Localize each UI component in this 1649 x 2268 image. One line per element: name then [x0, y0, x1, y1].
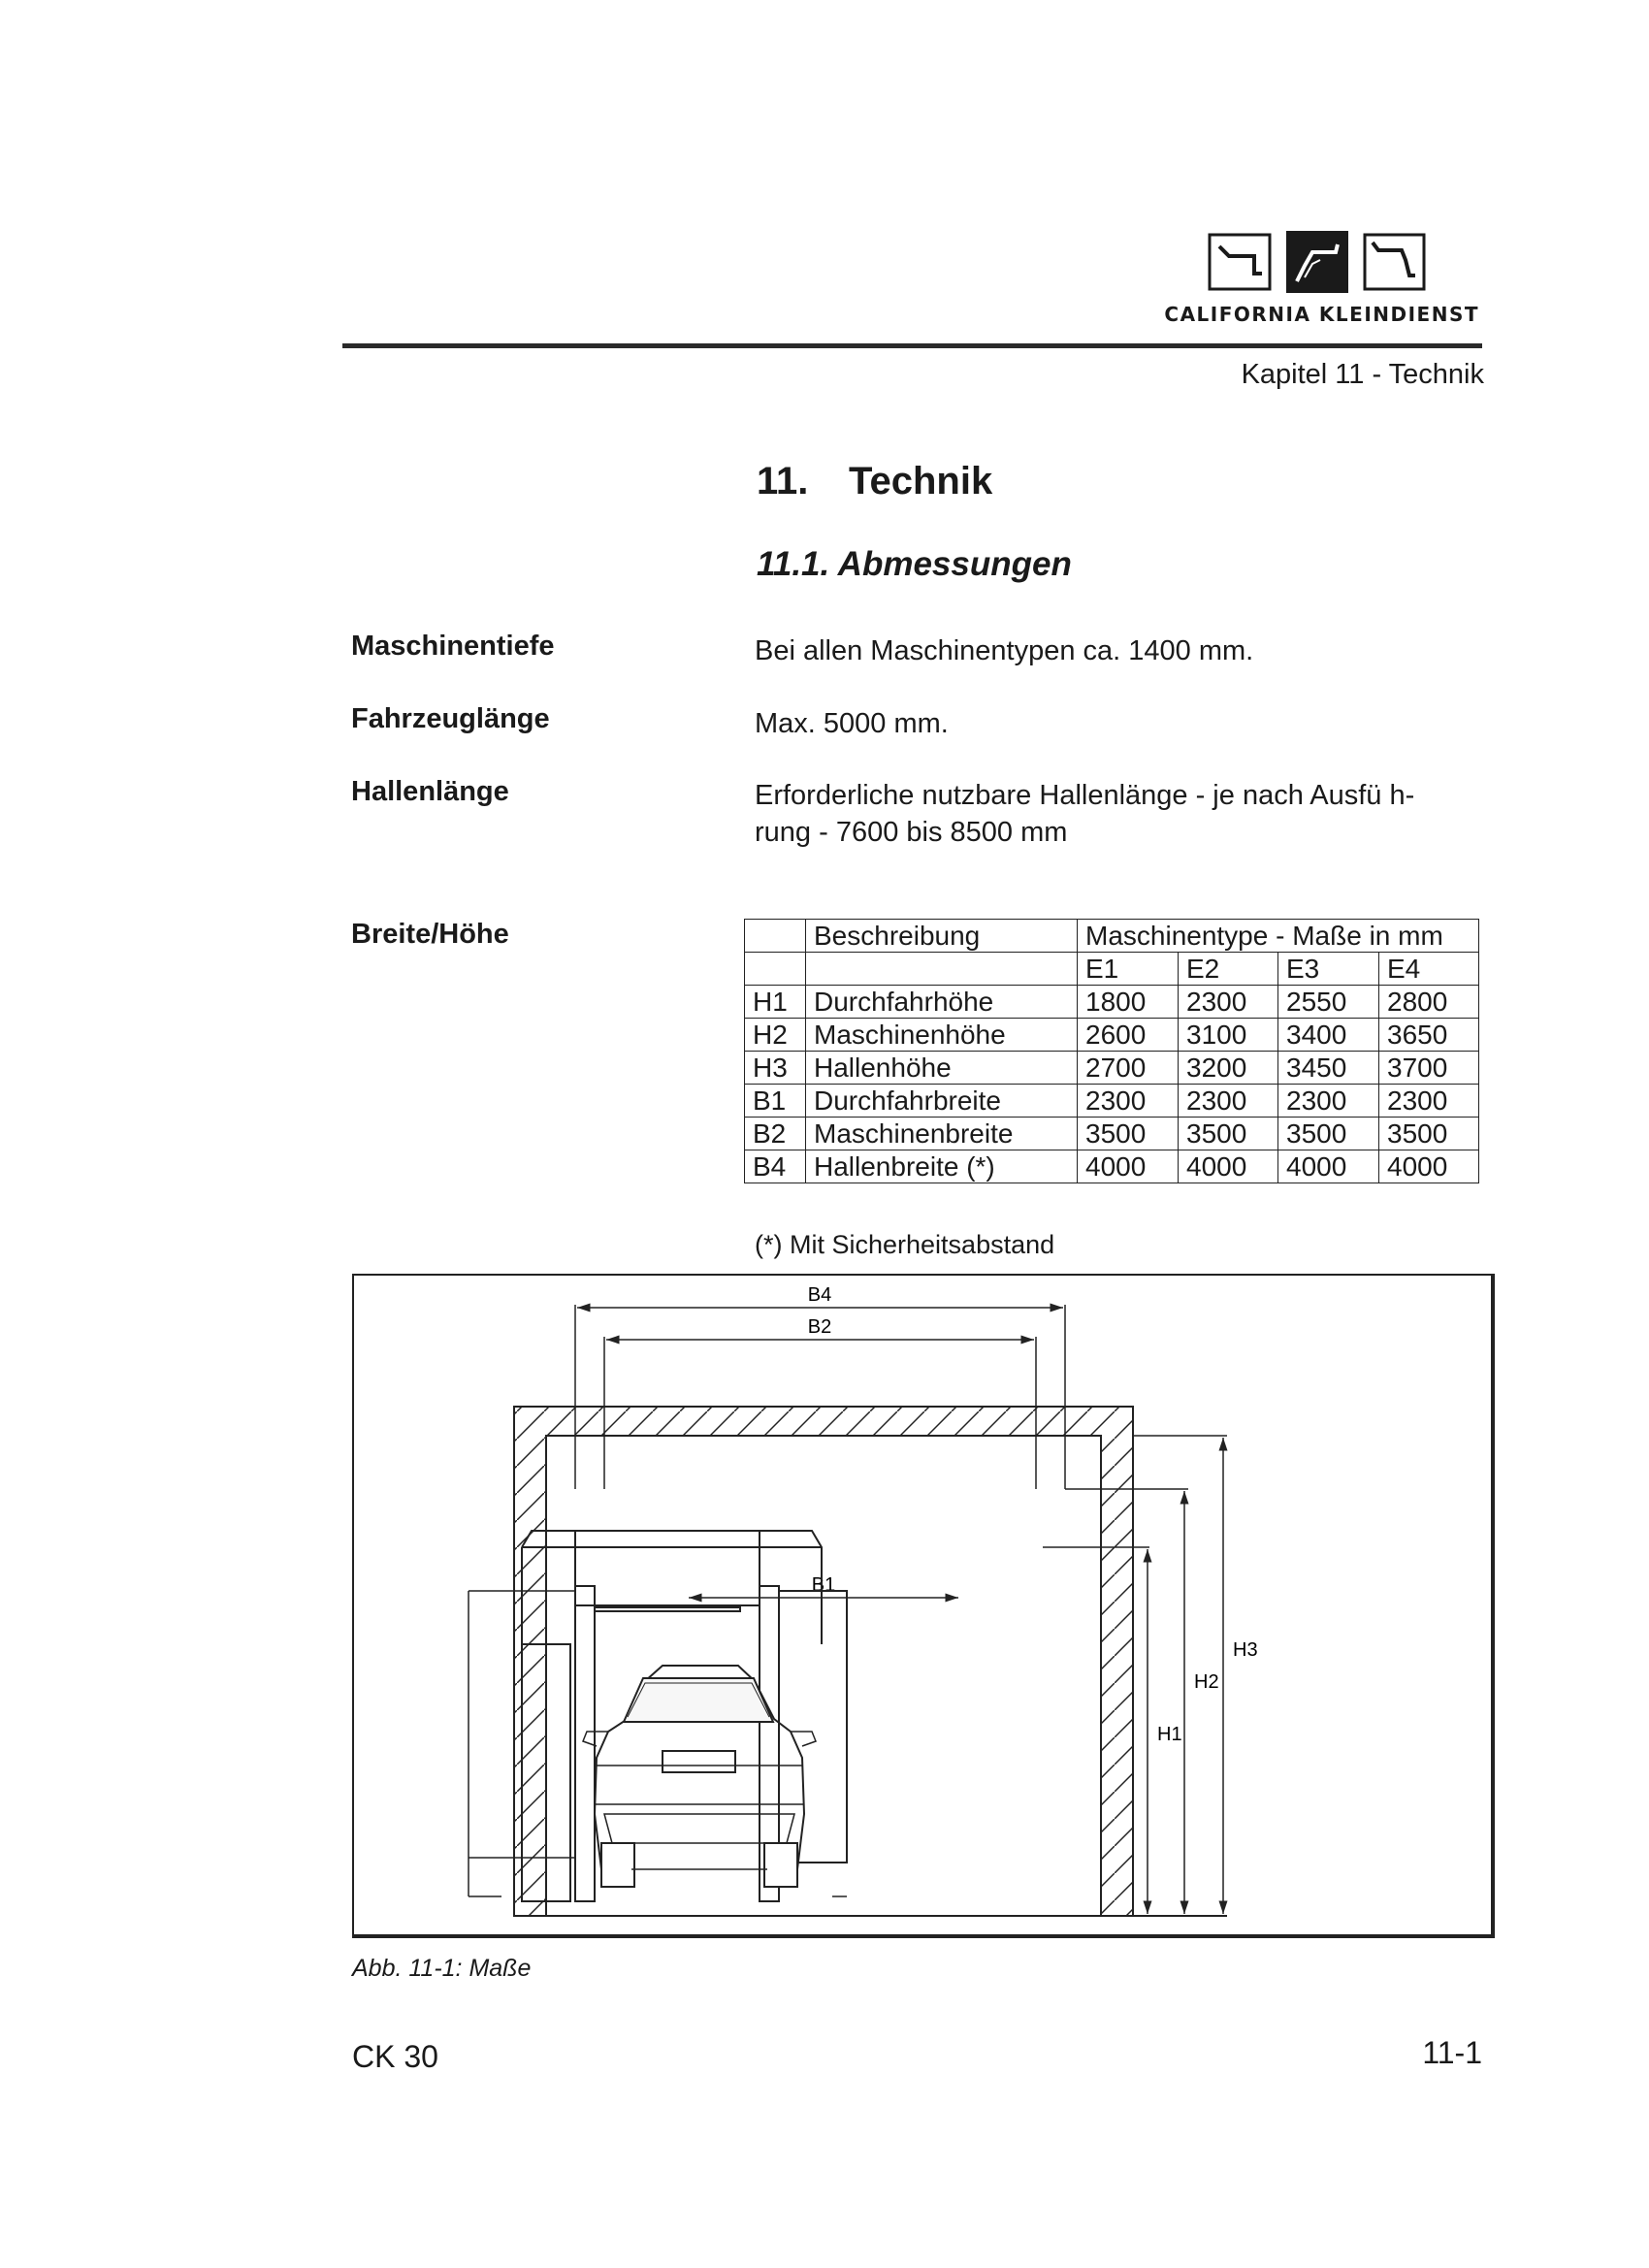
table-cell: 4000	[1278, 1150, 1379, 1183]
spec-value-line: Erforderliche nutzbare Hallenlänge - je nach Ausfü h-	[755, 780, 1415, 811]
column-header: E2	[1179, 953, 1278, 986]
row-description: Maschinenhöhe	[806, 1019, 1078, 1052]
table-corner-cell	[745, 920, 806, 953]
table-cell: 3200	[1179, 1052, 1278, 1085]
table-cell: 3700	[1379, 1052, 1479, 1085]
table-row	[745, 1052, 1479, 1085]
table-cell: 3450	[1278, 1052, 1379, 1085]
table-footnote: (*) Mit Sicherheitsabstand	[755, 1230, 1055, 1259]
row-code: H1	[745, 986, 806, 1019]
section-heading	[757, 460, 992, 503]
row-code: B2	[745, 1118, 806, 1150]
document-id: CK 30	[352, 2039, 438, 2074]
column-header-description: Beschreibung	[806, 920, 1078, 953]
table-cell: 2600	[1078, 1019, 1179, 1052]
column-header: E4	[1379, 953, 1479, 986]
table-cell: 3500	[1078, 1118, 1179, 1150]
table-cell: 2800	[1379, 986, 1479, 1019]
spec-value-line: rung - 7600 bis 8500 mm	[755, 817, 1068, 848]
dim-label-h1: H1	[1157, 1724, 1182, 1745]
spec-label: Hallenlänge	[351, 776, 509, 807]
row-code: B1	[745, 1085, 806, 1118]
row-description: Maschinenbreite	[806, 1118, 1078, 1150]
company-logo	[1208, 231, 1426, 293]
company-name: CALIFORNIA KLEINDIENST	[1164, 303, 1479, 326]
table-header-row	[745, 920, 1479, 953]
table-row	[745, 1118, 1479, 1150]
table-cell: 3100	[1179, 1019, 1278, 1052]
spec-value: Max. 5000 mm.	[755, 708, 949, 739]
table-cell: 3500	[1379, 1118, 1479, 1150]
subsection-heading: 11.1. Abmessungen	[757, 545, 1072, 583]
table-row	[745, 1085, 1479, 1118]
spec-label: Fahrzeuglänge	[351, 703, 550, 734]
table-row	[745, 1150, 1479, 1183]
table-row	[745, 1019, 1479, 1052]
row-description: Hallenhöhe	[806, 1052, 1078, 1085]
column-header: E1	[1078, 953, 1179, 986]
table-cell: 4000	[1379, 1150, 1479, 1183]
drawing-svg	[354, 1276, 1491, 1934]
table-cell: 4000	[1078, 1150, 1179, 1183]
row-code: H3	[745, 1052, 806, 1085]
row-description: Durchfahrbreite	[806, 1085, 1078, 1118]
table-cell: 2300	[1179, 986, 1278, 1019]
dim-label-h2: H2	[1194, 1671, 1219, 1693]
spec-label: Maschinentiefe	[351, 631, 555, 662]
table-cell: 2700	[1078, 1052, 1179, 1085]
row-code: H2	[745, 1019, 806, 1052]
dim-label-h3: H3	[1233, 1639, 1258, 1661]
row-description: Hallenbreite (*)	[806, 1150, 1078, 1183]
chapter-title: Kapitel 11 - Technik	[1241, 359, 1484, 390]
dim-label-b4: B4	[807, 1284, 832, 1306]
column-group-header: Maschinentype - Maße in mm	[1078, 920, 1479, 953]
dimension-drawing	[352, 1274, 1495, 1938]
table-cell: 4000	[1179, 1150, 1278, 1183]
car-rear-view	[583, 1666, 816, 1887]
section-number: 11.	[757, 460, 809, 502]
wash-machine	[522, 1531, 822, 1644]
table-cell: 2300	[1278, 1085, 1379, 1118]
header-rule	[342, 343, 1482, 348]
row-description: Durchfahrhöhe	[806, 986, 1078, 1019]
dim-label-b1: B1	[811, 1574, 836, 1596]
table-cell: 3650	[1379, 1019, 1479, 1052]
spec-value	[755, 777, 1492, 851]
spec-value: Bei allen Maschinentypen ca. 1400 mm.	[755, 635, 1254, 666]
table-empty-cell	[745, 953, 806, 986]
hall-wall	[514, 1407, 1133, 1916]
figure-caption: Abb. 11-1: Maße	[352, 1955, 532, 1982]
table-row	[745, 986, 1479, 1019]
spec-label: Breite/Höhe	[351, 919, 509, 950]
table-cell: 2550	[1278, 986, 1379, 1019]
row-code: B4	[745, 1150, 806, 1183]
table-empty-cell	[806, 953, 1078, 986]
table-cell: 3500	[1278, 1118, 1379, 1150]
table-cell: 1800	[1078, 986, 1179, 1019]
section-title: Technik	[849, 460, 993, 502]
table-cell: 3500	[1179, 1118, 1278, 1150]
dim-label-b2: B2	[807, 1316, 832, 1338]
table-cell: 2300	[1179, 1085, 1278, 1118]
table-cell: 2300	[1379, 1085, 1479, 1118]
table-cell: 2300	[1078, 1085, 1179, 1118]
table-subheader-row	[745, 953, 1479, 986]
dimensions-table	[744, 919, 1479, 1183]
column-header: E3	[1278, 953, 1379, 986]
table-cell: 3400	[1278, 1019, 1379, 1052]
page-number: 11-1	[1422, 2035, 1482, 2070]
